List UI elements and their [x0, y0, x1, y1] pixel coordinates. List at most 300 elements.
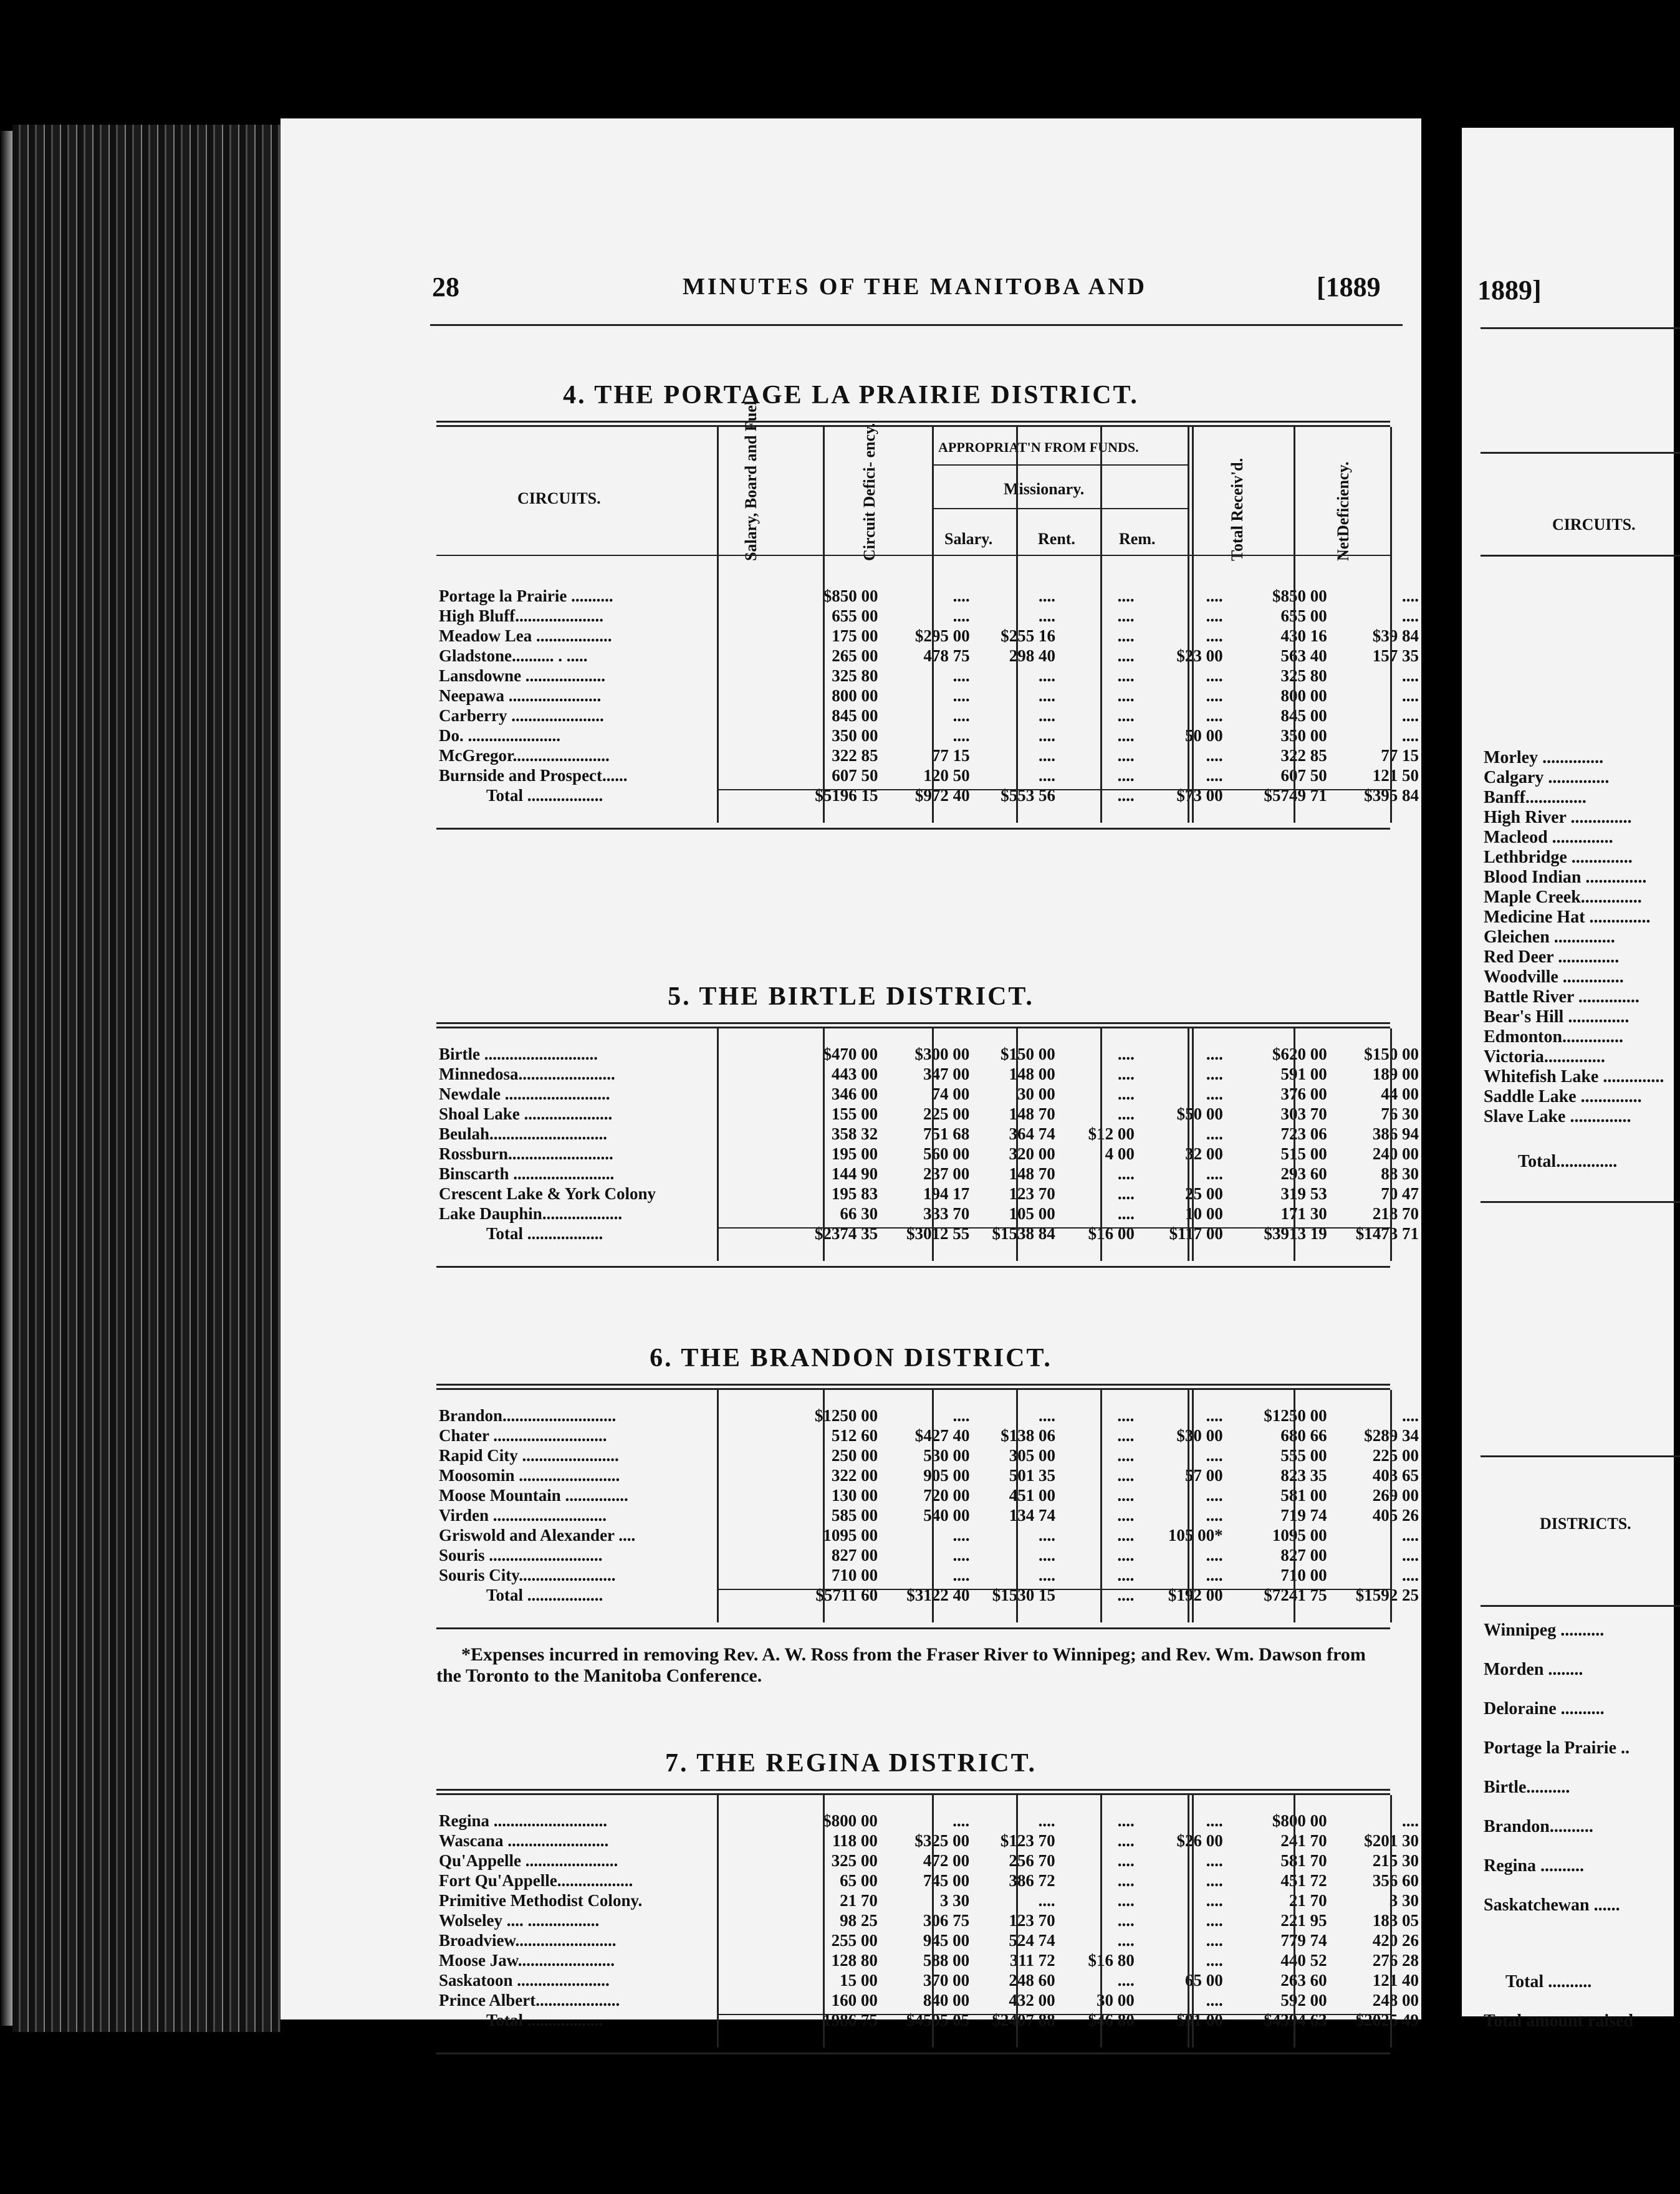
circuit-name-cell: Total .................. [486, 1224, 603, 1243]
circuit-name-cell: Burnside and Prospect...... [439, 766, 628, 785]
amount-cell: 121 40 [1372, 1971, 1419, 1990]
circuit-row [436, 1930, 1421, 1950]
column-divider-double [1192, 427, 1194, 823]
amount-cell: 524 74 [1009, 1931, 1055, 1950]
amount-cell: .... [1206, 1911, 1223, 1930]
right-district-item: Deloraine .......... [1484, 1699, 1605, 1718]
amount-cell: $4394 63 [1264, 2011, 1327, 2029]
district-bottom-rule [436, 828, 1390, 830]
right-district-item: Winnipeg .......... [1484, 1621, 1605, 1640]
circuit-row [436, 1465, 1421, 1485]
amount-cell: 134 74 [1009, 1506, 1055, 1525]
amount-cell: .... [1402, 1566, 1419, 1584]
circuit-row [436, 1851, 1421, 1871]
right-summary-head-rule [1481, 1605, 1680, 1607]
amount-cell: $117 00 [1169, 1224, 1223, 1243]
circuit-name-cell: Lansdowne ................... [439, 666, 606, 685]
right-table-head-rule [1481, 555, 1680, 557]
amount-cell: 74 00 [931, 1085, 970, 1103]
circuit-name-cell: Birtle ........................... [439, 1045, 598, 1063]
amount-cell: 451 72 [1280, 1871, 1327, 1890]
amount-cell: 358 32 [831, 1124, 878, 1143]
amount-cell: 311 72 [1009, 1951, 1055, 1970]
amount-cell: .... [1402, 706, 1419, 725]
amount-cell: .... [1117, 1811, 1135, 1830]
circuit-row [436, 1204, 1421, 1224]
amount-cell: 370 00 [923, 1971, 970, 1990]
amount-cell: $39 84 [1372, 626, 1419, 645]
net-deficiency-header: NetDeficiency. [1334, 461, 1352, 561]
column-divider [717, 1795, 719, 2048]
amount-cell: .... [1117, 746, 1135, 765]
amount-cell: .... [953, 587, 970, 605]
amount-cell: 376 00 [1280, 1085, 1327, 1103]
amount-cell: 255 00 [831, 1931, 878, 1950]
right-circuit-item: Morley .............. [1484, 748, 1604, 767]
rem-subheader: Rem. [1119, 530, 1156, 548]
amount-cell: 50 00 [1184, 726, 1223, 745]
total-rule [717, 789, 1390, 790]
total-row [436, 1224, 1421, 1243]
total-row [436, 1585, 1421, 1605]
amount-cell: 44 00 [1381, 1085, 1419, 1103]
amount-cell: $16 80 [1088, 1951, 1135, 1970]
amount-cell: .... [1117, 1065, 1135, 1083]
circuit-row [436, 1811, 1421, 1831]
right-circuit-item: Edmonton.............. [1484, 1027, 1624, 1047]
circuit-row [436, 666, 1421, 686]
amount-cell: $395 84 [1364, 786, 1419, 805]
amount-cell: .... [1117, 1831, 1135, 1850]
book-spine [12, 125, 281, 2032]
amount-cell: 195 00 [831, 1144, 878, 1163]
district-title: 6. THE BRANDON DISTRICT. [650, 1344, 1052, 1372]
amount-cell: 32 00 [1185, 1144, 1223, 1163]
amount-cell: 21 70 [840, 1891, 878, 1910]
column-divider [823, 427, 825, 823]
amount-cell: $553 56 [1001, 786, 1055, 805]
amount-cell: $1530 15 [992, 1586, 1055, 1604]
circuit-name-cell: Gladstone.......... . ..... [439, 646, 588, 665]
amount-cell: .... [1117, 1466, 1135, 1485]
column-divider [1294, 427, 1295, 823]
district-table [436, 1044, 1421, 1243]
column-divider-double [1192, 1028, 1194, 1261]
amount-cell: $16 00 [1088, 1224, 1135, 1243]
amount-cell: .... [1117, 1566, 1135, 1584]
amount-cell: 710 00 [831, 1566, 878, 1584]
left-page [281, 118, 1421, 2029]
amount-cell: 76 30 [1381, 1104, 1419, 1123]
amount-cell: .... [1117, 1971, 1135, 1990]
amount-cell: 248 00 [1372, 1991, 1419, 2010]
amount-cell: $325 00 [914, 1831, 970, 1850]
amount-cell: 607 50 [832, 766, 878, 785]
amount-cell: 588 00 [923, 1951, 970, 1970]
amount-cell: $23 00 [1176, 646, 1223, 665]
circuit-name-cell: Carberry ...................... [439, 706, 604, 725]
page-year: [1889 [1317, 272, 1381, 302]
amount-cell: .... [1117, 686, 1135, 705]
amount-cell: 195 83 [831, 1184, 878, 1203]
amount-cell: .... [1206, 1811, 1223, 1830]
circuit-row [436, 1485, 1421, 1505]
amount-cell: .... [953, 666, 970, 685]
circuit-row [436, 606, 1421, 626]
amount-cell: $2025 49 [1355, 2011, 1419, 2029]
amount-cell: 443 00 [831, 1065, 878, 1083]
amount-cell: 25 00 [1185, 1184, 1223, 1203]
circuit-name-cell: Souris ........................... [439, 1546, 603, 1564]
amount-cell: 171 30 [1280, 1204, 1327, 1223]
amount-cell: .... [1402, 666, 1419, 685]
amount-cell: 745 00 [923, 1871, 970, 1890]
district-top-rule [436, 1789, 1390, 1791]
amount-cell: .... [1038, 1891, 1055, 1910]
circuit-name-cell: High Bluff..................... [439, 606, 604, 625]
amount-cell: 65 00 [1184, 1971, 1223, 1990]
amount-cell: 160 00 [831, 1991, 878, 2010]
circuit-name-cell: Rossburn......................... [439, 1144, 613, 1163]
district-top-rule-2 [436, 1793, 1390, 1795]
amount-cell: .... [953, 686, 970, 705]
amount-cell: 530 00 [923, 1446, 970, 1465]
amount-cell: .... [1402, 1406, 1419, 1425]
circuit-row [436, 1044, 1421, 1064]
amount-cell: .... [1039, 746, 1055, 765]
circuit-row [436, 1950, 1421, 1970]
amount-cell: $800 00 [823, 1811, 878, 1830]
amount-cell: 386 94 [1372, 1124, 1419, 1143]
amount-cell: 123 70 [1009, 1911, 1055, 1930]
amount-cell: $150 00 [1364, 1045, 1419, 1063]
amount-cell: 105 00 [1009, 1204, 1055, 1223]
amount-cell: .... [953, 1546, 970, 1564]
right-district-item: Total amount raised [1484, 2011, 1634, 2031]
amount-cell: .... [1402, 587, 1419, 605]
amount-cell: 800 00 [1280, 686, 1327, 705]
circuit-name-cell: Moose Mountain ............... [439, 1486, 628, 1505]
amount-cell: 293 60 [1280, 1164, 1327, 1183]
circuit-name-cell: Wascana ........................ [439, 1831, 609, 1850]
amount-cell: .... [1206, 1446, 1223, 1465]
right-circuit-item: Slave Lake .............. [1484, 1107, 1631, 1126]
amount-cell: 563 40 [1280, 646, 1327, 665]
amount-cell: 144 90 [831, 1164, 878, 1183]
district-top-rule-2 [436, 425, 1390, 427]
circuit-name-cell: Qu'Appelle ...................... [439, 1851, 618, 1870]
amount-cell: $50 00 [1176, 1104, 1223, 1123]
amount-cell: .... [1206, 1065, 1223, 1083]
circuit-row [436, 1890, 1421, 1910]
right-circuit-item: Lethbridge .............. [1484, 848, 1633, 867]
amount-cell: .... [1039, 706, 1055, 725]
amount-cell: .... [1206, 1085, 1223, 1103]
amount-cell: .... [1117, 726, 1135, 745]
amount-cell: .... [1206, 666, 1223, 685]
amount-cell: .... [953, 706, 970, 725]
total-received-header: Total Receiv'd. [1228, 457, 1246, 561]
circuit-name-cell: Newdale ......................... [439, 1085, 610, 1103]
amount-cell: .... [1038, 1526, 1055, 1545]
missionary-rule [932, 508, 1188, 509]
right-circuit-item: Whitefish Lake .............. [1484, 1067, 1664, 1086]
circuit-name-cell: Binscarth ........................ [439, 1164, 615, 1183]
circuit-deficiency-header: Circuit Defici- ency. [860, 423, 878, 561]
amount-cell: .... [953, 1406, 970, 1425]
circuit-name-cell: Wolseley .... ................. [439, 1911, 600, 1930]
amount-cell: .... [1039, 666, 1055, 685]
amount-cell: .... [1117, 1911, 1135, 1930]
amount-cell: 655 00 [1280, 606, 1327, 625]
amount-cell: .... [953, 606, 970, 625]
circuits-column-header: CIRCUITS. [517, 489, 601, 507]
amount-cell: $850 00 [823, 587, 878, 605]
amount-cell: 585 00 [831, 1506, 878, 1525]
column-divider [823, 1028, 825, 1261]
column-divider [1100, 427, 1102, 823]
amount-cell: 175 00 [832, 626, 878, 645]
circuit-row [436, 586, 1421, 606]
amount-cell: 88 30 [1381, 1164, 1419, 1183]
amount-cell: $427 40 [914, 1426, 970, 1445]
amount-cell: 98 25 [840, 1911, 878, 1930]
column-divider [1188, 1028, 1189, 1261]
district-top-rule-2 [436, 1388, 1390, 1390]
circuit-name-cell: Primitive Methodist Colony. [439, 1891, 643, 1910]
circuit-name-cell: Saskatoon ...................... [439, 1971, 610, 1990]
amount-cell: $7241 75 [1264, 1586, 1327, 1604]
circuit-row [436, 1406, 1421, 1425]
district-title: 5. THE BIRTLE DISTRICT. [668, 982, 1034, 1011]
circuit-name-cell: Total .................. [486, 786, 603, 805]
amount-cell: $470 00 [823, 1045, 878, 1063]
amount-cell: 430 16 [1280, 626, 1327, 645]
amount-cell: $73 00 [1176, 786, 1223, 805]
header-rule [430, 324, 1403, 326]
amount-cell: .... [1117, 1486, 1135, 1505]
amount-cell: .... [1039, 766, 1055, 785]
amount-cell: $26 00 [1176, 1831, 1223, 1850]
amount-cell: 325 80 [1280, 666, 1327, 685]
amount-cell: 515 00 [1280, 1144, 1327, 1163]
amount-cell: 4 00 [1105, 1144, 1135, 1163]
amount-cell: .... [1206, 606, 1223, 625]
amount-cell: 1986 75 [823, 2011, 878, 2029]
amount-cell: 845 00 [1280, 706, 1327, 725]
amount-cell: 65 00 [840, 1871, 878, 1890]
right-circuit-item: Total.............. [1518, 1152, 1618, 1171]
amount-cell: 472 00 [923, 1851, 970, 1870]
amount-cell: 905 00 [923, 1466, 970, 1485]
amount-cell: 250 00 [831, 1446, 878, 1465]
amount-cell: 322 00 [831, 1466, 878, 1485]
amount-cell: 303 70 [1280, 1104, 1327, 1123]
amount-cell: .... [1206, 1931, 1223, 1950]
circuit-row [436, 686, 1421, 706]
circuit-row [436, 1425, 1421, 1445]
amount-cell: 800 00 [832, 686, 878, 705]
circuit-row [436, 1064, 1421, 1084]
salary-board-fuel-header: Salary, Board and Fuel. [742, 396, 760, 561]
amount-cell: 405 26 [1372, 1506, 1419, 1525]
right-circuit-item: Macleod .............. [1484, 828, 1613, 847]
circuit-row [436, 1164, 1421, 1184]
circuit-name-cell: Beulah............................ [439, 1124, 608, 1143]
amount-cell: $800 00 [1272, 1811, 1327, 1830]
amount-cell: 256 70 [1009, 1851, 1055, 1870]
right-circuit-item: Medicine Hat .............. [1484, 908, 1651, 927]
amount-cell: .... [1206, 746, 1223, 765]
amount-cell: $150 00 [1000, 1045, 1055, 1063]
amount-cell: 221 95 [1280, 1911, 1327, 1930]
amount-cell: 364 74 [1009, 1124, 1055, 1143]
amount-cell: 57 00 [1184, 1466, 1223, 1485]
district-table [436, 1406, 1421, 1605]
amount-cell: .... [1206, 1891, 1223, 1910]
circuit-row [436, 726, 1421, 745]
amount-cell: .... [1117, 1871, 1135, 1890]
circuit-row [436, 706, 1421, 726]
amount-cell: .... [1039, 686, 1055, 705]
column-divider [1390, 1390, 1392, 1622]
circuit-row [436, 745, 1421, 765]
right-page-year: 1889] [1477, 275, 1542, 305]
column-divider [1016, 1028, 1018, 1261]
amount-cell: .... [1206, 1164, 1223, 1183]
amount-cell: 218 70 [1372, 1204, 1419, 1223]
circuit-name-cell: Meadow Lea .................. [439, 626, 612, 645]
amount-cell: 240 00 [1372, 1144, 1419, 1163]
amount-cell: 581 00 [1280, 1486, 1327, 1505]
amount-cell: 1095 00 [823, 1526, 878, 1545]
amount-cell: 540 00 [923, 1506, 970, 1525]
right-district-item: Saskatchewan ...... [1484, 1895, 1620, 1915]
amount-cell: 320 00 [1009, 1144, 1055, 1163]
amount-cell: 592 00 [1280, 1991, 1327, 2010]
amount-cell: .... [1117, 666, 1135, 685]
circuit-row [436, 626, 1421, 646]
amount-cell: .... [1117, 1406, 1135, 1425]
amount-cell: $972 40 [914, 786, 970, 805]
right-circuit-item: Bear's Hill .............. [1484, 1007, 1630, 1027]
amount-cell: 420 26 [1372, 1931, 1419, 1950]
amount-cell: .... [953, 1811, 970, 1830]
amount-cell: 225 00 [1372, 1446, 1419, 1465]
amount-cell: 298 40 [1009, 646, 1055, 665]
amount-cell: 194 17 [923, 1184, 970, 1203]
circuit-name-cell: Souris City....................... [439, 1566, 616, 1584]
right-table-top-rule [1481, 452, 1680, 454]
amount-cell: 720 00 [923, 1486, 970, 1505]
amount-cell: 263 60 [1280, 1971, 1327, 1990]
amount-cell: 403 65 [1372, 1466, 1419, 1485]
amount-cell: $138 06 [1001, 1426, 1055, 1445]
amount-cell: 157 35 [1372, 646, 1419, 665]
amount-cell: 1095 00 [1272, 1526, 1327, 1545]
amount-cell: .... [1038, 1566, 1055, 1584]
right-districts-header: DISTRICTS. [1540, 1515, 1631, 1533]
amount-cell: .... [1039, 726, 1055, 745]
column-divider [1100, 1028, 1102, 1261]
district-bottom-rule [436, 1627, 1390, 1629]
circuit-row [436, 1831, 1421, 1851]
amount-cell: $5749 71 [1264, 786, 1327, 805]
amount-cell: .... [1117, 606, 1135, 625]
amount-cell: .... [1117, 1506, 1135, 1525]
circuit-row [436, 1124, 1421, 1144]
circuit-name-cell: Crescent Lake & York Colony [439, 1184, 656, 1203]
amount-cell: 265 00 [832, 646, 878, 665]
amount-cell: $850 00 [1272, 587, 1327, 605]
amount-cell: 105 00* [1168, 1526, 1223, 1545]
column-divider [932, 1795, 934, 2048]
column-divider [932, 1390, 934, 1622]
amount-cell: 118 00 [832, 1831, 878, 1850]
amount-cell: .... [953, 726, 970, 745]
circuit-name-cell: Virden ........................... [439, 1506, 607, 1525]
column-divider [823, 1390, 825, 1622]
footnote: *Expenses incurred in removing Rev. A. W. Ross from the Fraser River to Winnipeg; and Rev. Wm. Dawson from the Toronto to the Manitoba Conference. [436, 1644, 1366, 1686]
amount-cell: 827 00 [831, 1546, 878, 1564]
amount-cell: .... [1117, 1851, 1135, 1870]
circuit-name-cell: Moosomin ........................ [439, 1466, 620, 1485]
right-circuit-item: Banff.............. [1484, 788, 1586, 807]
circuit-name-cell: Brandon........................... [439, 1406, 617, 1425]
amount-cell: .... [1117, 1164, 1135, 1183]
right-district-item: Regina .......... [1484, 1856, 1584, 1875]
amount-cell: .... [1117, 1586, 1135, 1604]
amount-cell: .... [1206, 1124, 1223, 1143]
amount-cell: 155 00 [831, 1104, 878, 1123]
circuit-name-cell: Shoal Lake ..................... [439, 1104, 613, 1123]
circuit-name-cell: Moose Jaw....................... [439, 1951, 615, 1970]
amount-cell: 237 00 [923, 1164, 970, 1183]
district-bottom-rule [436, 1266, 1390, 1268]
column-divider [1016, 1795, 1018, 2048]
column-divider [717, 1028, 719, 1261]
right-district-item: Portage la Prairie .. [1484, 1738, 1630, 1758]
circuit-name-cell: Prince Albert.................... [439, 1991, 620, 2010]
amount-cell: 823 35 [1280, 1466, 1327, 1485]
circuit-row [436, 1545, 1421, 1565]
amount-cell: .... [1117, 1085, 1135, 1103]
column-divider [1294, 1390, 1295, 1622]
amount-cell: 827 00 [1280, 1546, 1327, 1564]
column-divider [932, 427, 934, 823]
amount-cell: 241 70 [1280, 1831, 1327, 1850]
amount-cell: 710 00 [1280, 1566, 1327, 1584]
amount-cell: 123 70 [1009, 1184, 1055, 1203]
amount-cell: 356 60 [1372, 1871, 1419, 1890]
total-row [436, 785, 1421, 805]
total-rule [717, 2014, 1390, 2015]
amount-cell: .... [1206, 706, 1223, 725]
amount-cell: .... [1402, 606, 1419, 625]
district-top-rule [436, 1384, 1390, 1386]
amount-cell: $5196 15 [815, 786, 878, 805]
amount-cell: 845 00 [832, 706, 878, 725]
amount-cell: 225 00 [923, 1104, 970, 1123]
amount-cell: $1592 25 [1355, 1586, 1419, 1604]
amount-cell: .... [1117, 786, 1135, 805]
amount-cell: 10 00 [1185, 1204, 1223, 1223]
amount-cell: .... [1117, 1045, 1135, 1063]
circuit-row [436, 1871, 1421, 1890]
amount-cell: 21 70 [1289, 1891, 1327, 1910]
district-table [436, 1811, 1421, 2030]
amount-cell: 3 30 [939, 1891, 970, 1910]
